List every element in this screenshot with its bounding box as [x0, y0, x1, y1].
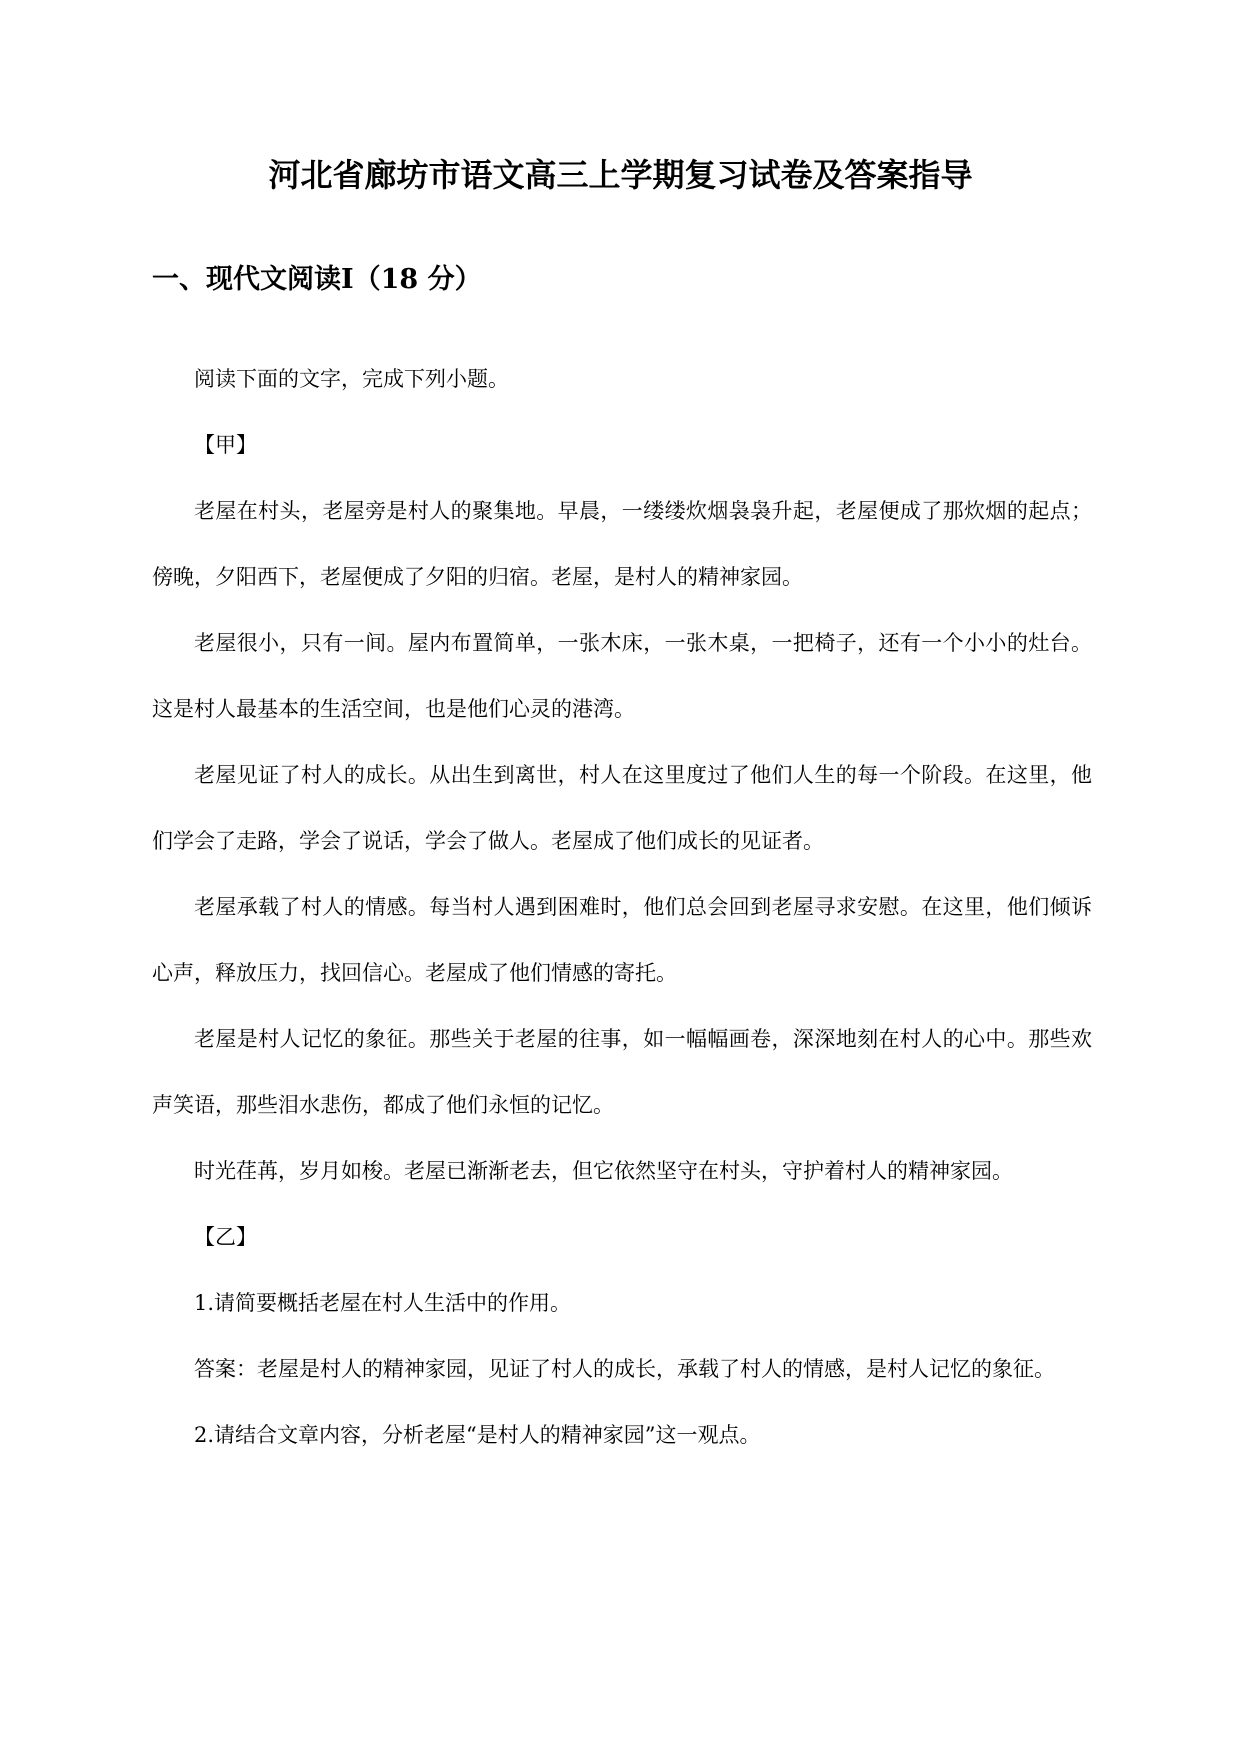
- passage-label-yi: 【乙】: [194, 1225, 257, 1249]
- question-2: 2.请结合文章内容，分析老屋“是村人的精神家园”这一观点。: [194, 1423, 761, 1447]
- passage-paragraph: 老屋在村头，老屋旁是村人的聚集地。早晨，一缕缕炊烟袅袅升起，老屋便成了那炊烟的起点；傍晚，夕阳西下，老屋便成了夕阳的归宿。老屋，是村人的精神家园。: [152, 499, 1092, 589]
- passage-paragraph: 老屋见证了村人的成长。从出生到离世，村人在这里度过了他们人生的每一个阶段。在这里，他们学会了走路，学会了说话，学会了做人。老屋成了他们成长的见证者。: [152, 763, 1092, 853]
- passage-paragraph: 老屋是村人记忆的象征。那些关于老屋的往事，如一幅幅画卷，深深地刻在村人的心中。那些欢声笑语，那些泪水悲伤，都成了他们永恒的记忆。: [152, 1027, 1092, 1117]
- passage-label-jia: 【甲】: [194, 433, 257, 457]
- passage-paragraph: 老屋承载了村人的情感。每当村人遇到困难时，他们总会回到老屋寻求安慰。在这里，他们倾诉心声，释放压力，找回信心。老屋成了他们情感的寄托。: [152, 895, 1092, 985]
- section-heading: 一、现代文阅读Ⅰ（18 分）: [152, 264, 482, 295]
- document-body: [152, 346, 1092, 1468]
- passage-paragraph: 老屋很小，只有一间。屋内布置简单，一张木床，一张木桌，一把椅子，还有一个小小的灶台。这是村人最基本的生活空间，也是他们心灵的港湾。: [152, 631, 1092, 721]
- reading-instruction: 阅读下面的文字，完成下列小题。: [194, 367, 509, 391]
- question-1: 1.请简要概括老屋在村人生活中的作用。: [194, 1291, 572, 1315]
- passage-paragraph: 时光荏苒，岁月如梭。老屋已渐渐老去，但它依然坚守在村头，守护着村人的精神家园。: [194, 1159, 1013, 1183]
- document-title: 河北省廊坊市语文高三上学期复习试卷及答案指导: [268, 156, 973, 194]
- answer-1: 答案：老屋是村人的精神家园，见证了村人的成长，承载了村人的情感，是村人记忆的象征。: [194, 1357, 1055, 1381]
